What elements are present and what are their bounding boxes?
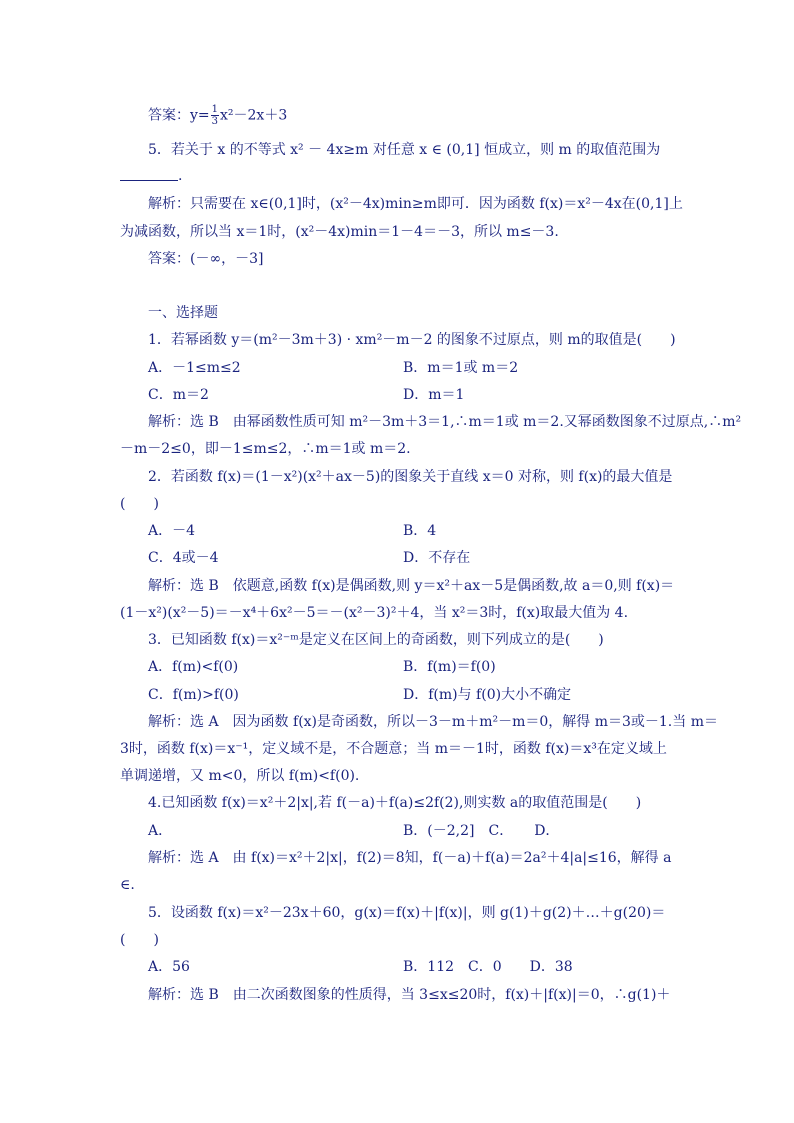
q1-option-c: C．m＝2 <box>148 387 209 403</box>
fraction-numerator: 1 <box>211 104 219 115</box>
answer-line-prev <box>148 104 287 127</box>
q3-option-a: A．f(m)<f(0) <box>148 659 239 675</box>
question-4: 4.已知函数 f(x)＝x²＋2|x|,若 f(－a)＋f(a)≤2f(2),则实数 a的取值范围是( ) <box>148 795 642 811</box>
answer-blank <box>120 180 178 181</box>
answer-5: 答案：(－∞，－3] <box>148 251 264 267</box>
q3-solution-line2: 3时，函数 f(x)＝x⁻¹，定义域不是，不合题意；当 m＝－1时，函数 f(x)＝x³在定义域上 <box>120 741 667 757</box>
q3-option-c: C．f(m)>f(0) <box>148 687 239 703</box>
fraction <box>211 104 219 127</box>
solution-5-line2: 为减函数，所以当 x＝1时，(x²－4x)min＝1－4＝－3，所以 m≤－3. <box>120 224 559 240</box>
q4-solution-line1: 解析：选 A 由 f(x)＝x²＋2|x|，f(2)＝8知，f(－a)＋f(a)＝2a²＋4|a|≤16，解得 a <box>148 850 672 866</box>
question-5b: 5．设函数 f(x)＝x²－23x＋60，g(x)＝f(x)＋|f(x)|，则 g(1)＋g(2)＋…＋g(20)＝ <box>148 905 666 921</box>
q5b-option-bcd: B．112 C．0 D．38 <box>403 959 573 975</box>
question-5-end: . <box>178 168 183 184</box>
q2-option-a: A．－4 <box>148 523 196 539</box>
solution-5-line1: 解析：只需要在 x∈(0,1]时，(x²－4x)min≥m即可．因为函数 f(x)＝x²－4x在(0,1]上 <box>148 196 683 212</box>
q3-solution-line1: 解析：选 A 因为函数 f(x)是奇函数，所以－3－m＋m²－m＝0，解得 m＝3或－1.当 m＝ <box>148 714 718 730</box>
q3-option-d: D．f(m)与 f(0)大小不确定 <box>403 687 572 703</box>
section-heading: 一、选择题 <box>148 305 218 321</box>
question-1: 1．若幂函数 y＝(m²－3m＋3) · xm²－m－2 的图象不过原点，则 m的取值是( ) <box>148 332 676 348</box>
q3-solution-line3: 单调递增，又 m<0，所以 f(m)<f(0). <box>120 768 360 784</box>
q4-option-a: A． <box>148 823 173 839</box>
q1-solution-line2: －m－2≤0，即－1≤m≤2，∴m＝1或 m＝2. <box>120 441 411 457</box>
question-5-line1: 5．若关于 x 的不等式 x² － 4x≥m 对任意 x ∈ (0,1] 恒成立，则 m 的取值范围为 <box>148 142 661 158</box>
q4-solution-line2: ∈. <box>120 877 135 893</box>
q1-option-b: B．m＝1或 m＝2 <box>403 360 519 376</box>
q2-solution-line1: 解析：选 B 依题意,函数 f(x)是偶函数,则 y＝x²＋ax－5是偶函数,故 a＝0,则 f(x)＝ <box>148 578 675 594</box>
q1-solution-line1: 解析：选 B 由幂函数性质可知 m²－3m＋3＝1,∴m＝1或 m＝2.又幂函数图象不过原点,∴m² <box>148 414 742 430</box>
q4-option-bcd: B．(－2,2] C． D． <box>403 823 560 839</box>
question-2: 2．若函数 f(x)＝(1－x²)(x²＋ax－5)的图象关于直线 x＝0 对称，则 f(x)的最大值是 <box>148 469 673 485</box>
q2-option-b: B．4 <box>403 523 437 539</box>
q1-option-d: D．m＝1 <box>403 387 465 403</box>
question-5b-paren: ( ) <box>120 932 159 948</box>
answer-prefix: 答案：y= <box>148 107 210 124</box>
fraction-denominator: 3 <box>211 116 219 127</box>
question-3: 3．已知函数 f(x)＝x²⁻ᵐ是定义在区间上的奇函数，则下列成立的是( ) <box>148 632 604 648</box>
q5b-option-a: A．56 <box>148 959 190 975</box>
q3-option-b: B．f(m)＝f(0) <box>403 659 496 675</box>
q5b-solution-line1: 解析：选 B 由二次函数图象的性质得，当 3≤x≤20时，f(x)＋|f(x)|＝0，∴g(1)＋ <box>148 987 671 1003</box>
q1-option-a: A．－1≤m≤2 <box>148 360 241 376</box>
q2-option-d: D．不存在 <box>403 550 471 566</box>
question-2-paren: ( ) <box>120 496 159 512</box>
answer-expression: x²－2x＋3 <box>220 107 288 124</box>
q2-option-c: C．4或－4 <box>148 550 219 566</box>
q2-solution-line2: (1－x²)(x²－5)＝－x⁴＋6x²－5＝－(x²－3)²＋4，当 x²＝3时，f(x)取最大值为 4. <box>120 605 629 621</box>
